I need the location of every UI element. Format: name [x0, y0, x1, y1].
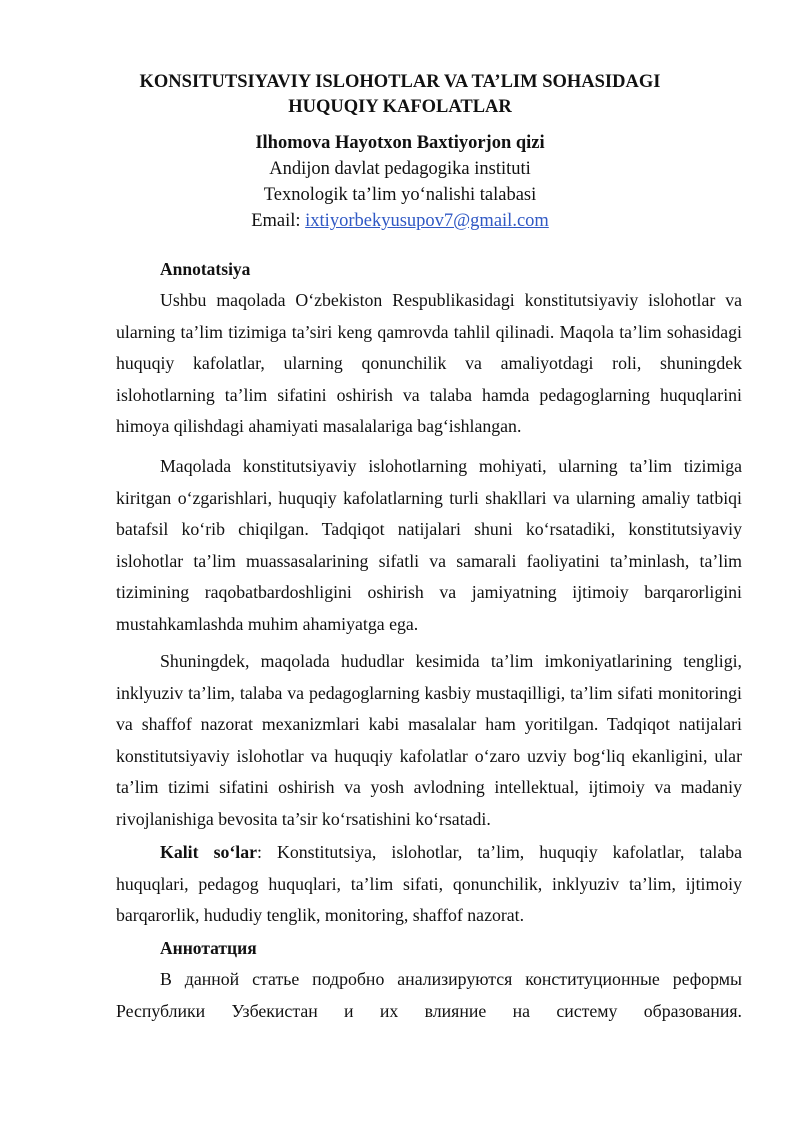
keywords-paragraph	[116, 837, 742, 932]
author-institution: Andijon davlat pedagogika instituti	[269, 159, 531, 179]
abstract-uz-paragraph-3: Shuningdek, maqolada hududlar kesimida ta’lim imkoniyatlarining tengligi, inklyuziv ta’lim, talaba va pedagoglarning kasbiy mustaqilligi, ta’lim sifati monitoringi va shaffof nazorat mexanizmlari kabi masalalar ham yoritilgan. Tadqiqot natijalari konstitutsiyaviy islohotlar va huquqiy kafolatlar o‘zaro uzviy bog‘liq ekanligini, ular ta’lim tizimi sifatini oshirish va yosh avlodning intellektual, ijtimoiy va madaniy rivojlanishiga bevosita ta’sir ko‘rsatishini ko‘rsatadi.	[116, 651, 742, 829]
author-name: Ilhomova Hayotxon Baxtiyorjon qizi	[255, 133, 545, 153]
author-department: Texnologik ta’lim yo‘nalishi talabasi	[263, 185, 537, 205]
abstract-uz-paragraph-2: Maqolada konstitutsiyaviy islohotlarning mohiyati, ularning ta’lim tizimiga kiritgan o‘zgarishlari, huquqiy kafolatlarning turli shakllari va ularning amaliy tatbiqi batafsil ko‘rib chiqilgan. Tadqiqot natijalari shuni ko‘rsatadiki, konstitutsiyaviy islohotlar ta’lim muassasalarining sifatli va samarali faoliyatini ta’minlash, ta’lim tizimining raqobatbardoshligini oshirish va jamiyatning ijtimoiy barqarorligini mustahkamlashda muhim ahamiyatga ega.	[116, 456, 742, 634]
email-label: Email:	[251, 211, 306, 231]
keywords-label: Kalit so‘lar	[160, 842, 258, 862]
title-line-1: KONSITUTSIYAVIY ISLOHOTLAR VA TA’LIM SOHASIDAGI	[139, 72, 661, 92]
email-link[interactable]: ixtiyorbekyusupov7@gmail.com	[305, 211, 549, 231]
abstract-uz-heading: Annotatsiya	[160, 259, 251, 279]
abstract-uz-paragraph-1: Ushbu maqolada O‘zbekiston Respublikasidagi konstitutsiyaviy islohotlar va ularning ta’lim tizimiga ta’siri keng qamrovda tahlil qilinadi. Maqola ta’lim sohasidagi huquqiy kafolatlar, ularning qonunchilik va amaliyotdagi roli, shuningdek islohotlarning ta’lim sifatini oshirish va talaba hamda pedagoglarning huquqlarini himoya qilishdagi ahamiyati masalalariga bag‘ishlangan.	[116, 290, 742, 436]
keywords-text: : Konstitutsiya, islohotlar, ta’lim, huquqiy kafolatlar, talaba huquqlari, pedagog huquqlari, ta’lim sifati, qonunchilik, inklyuziv ta’lim, ijtimoiy barqarorlik, hududiy tenglik, monitoring, shaffof nazorat.	[116, 842, 742, 925]
author-email-line	[0, 209, 800, 234]
title-line-2: HUQUQIY KAFOLATLAR	[288, 97, 512, 117]
abstract-ru-paragraph-1: В данной статье подробно анализируются конституционные реформы Республики Узбекистан и их влияние на систему образования.	[116, 969, 742, 1021]
abstract-ru-heading: Аннотатция	[160, 938, 257, 958]
paper-title	[100, 70, 700, 120]
